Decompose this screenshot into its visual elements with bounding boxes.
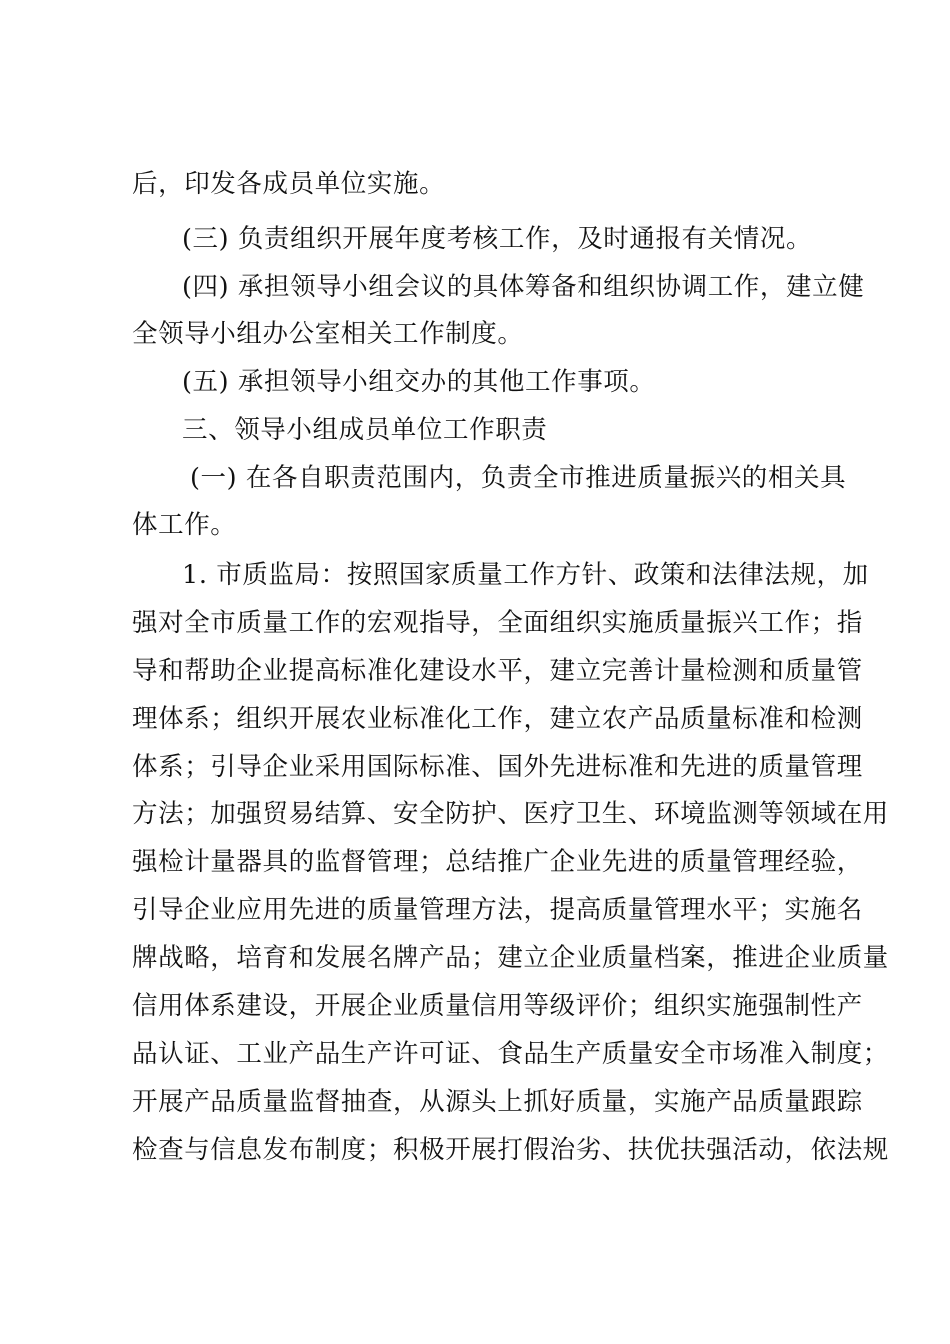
text-line: (一) 在各自职责范围内，负责全市推进质量振兴的相关具	[190, 463, 847, 493]
text-line: 方法；加强贸易结算、安全防护、医疗卫生、环境监测等领域在用	[132, 799, 889, 829]
text-line: 牌战略，培育和发展名牌产品；建立企业质量档案，推进企业质量	[132, 943, 889, 973]
text-line: 体工作。	[132, 510, 237, 540]
text-line: 强检计量器具的监督管理；总结推广企业先进的质量管理经验，	[132, 847, 863, 877]
text-line: 品认证、工业产品生产许可证、食品生产质量安全市场准入制度；	[132, 1039, 889, 1069]
section-heading: 三、领导小组成员单位工作职责	[182, 415, 548, 445]
text-line: (四) 承担领导小组会议的具体筹备和组织协调工作，建立健	[182, 272, 865, 302]
text-line: 检查与信息发布制度；积极开展打假治劣、扶优扶强活动，依法规	[132, 1135, 889, 1165]
text-line: 开展产品质量监督抽查，从源头上抓好质量，实施产品质量跟踪	[132, 1087, 863, 1117]
text-line: 引导企业应用先进的质量管理方法，提高质量管理水平；实施名	[132, 895, 863, 925]
text-line: 体系；引导企业采用国际标准、国外先进标准和先进的质量管理	[132, 752, 863, 782]
text-line: (三) 负责组织开展年度考核工作，及时通报有关情况。	[182, 224, 813, 254]
text-line: 强对全市质量工作的宏观指导，全面组织实施质量振兴工作；指	[132, 608, 863, 638]
text-line: 信用体系建设，开展企业质量信用等级评价；组织实施强制性产	[132, 991, 863, 1021]
text-line: 导和帮助企业提高标准化建设水平，建立完善计量检测和质量管	[132, 656, 863, 686]
text-line: 1. 市质监局：按照国家质量工作方针、政策和法律法规，加	[182, 560, 869, 590]
text-line: 后，印发各成员单位实施。	[132, 169, 446, 199]
text-line: 理体系；组织开展农业标准化工作，建立农产品质量标准和检测	[132, 704, 863, 734]
text-line: (五) 承担领导小组交办的其他工作事项。	[182, 367, 656, 397]
text-line: 全领导小组办公室相关工作制度。	[132, 319, 524, 349]
